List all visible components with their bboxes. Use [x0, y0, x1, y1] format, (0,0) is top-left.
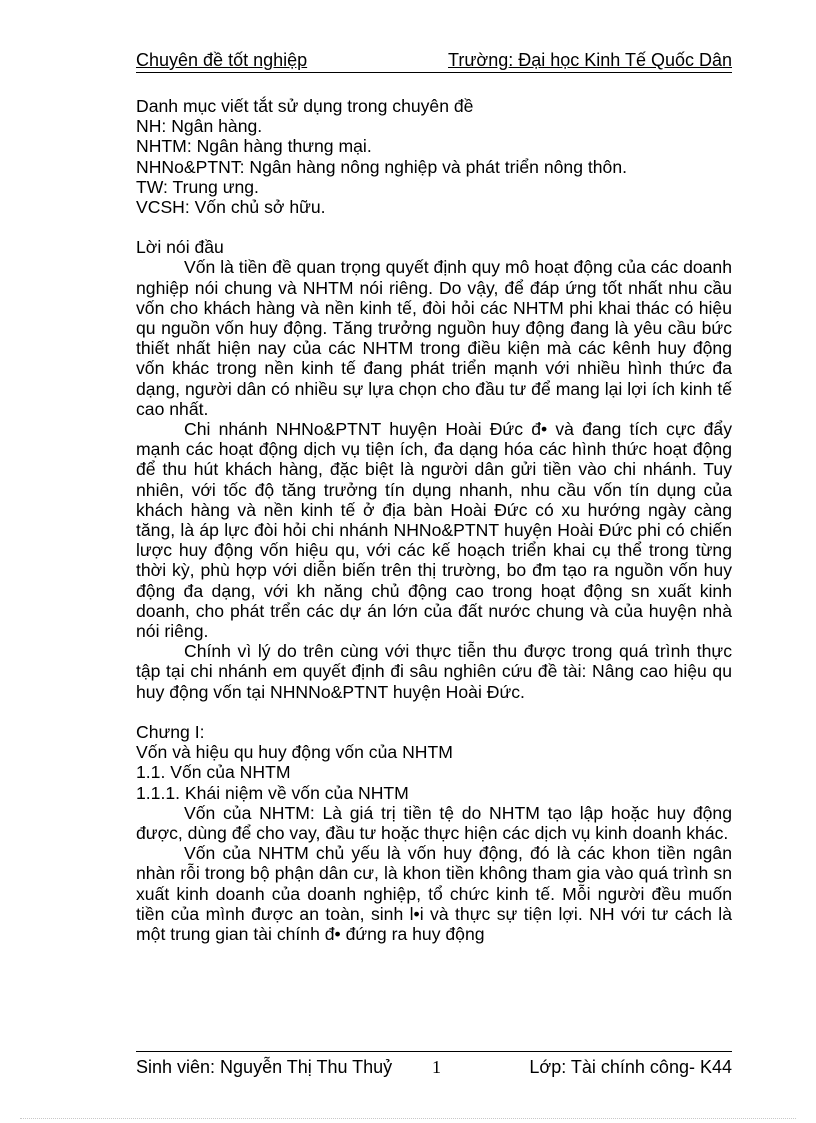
- chapter-title: Vốn và hiệu qu huy động vốn của NHTM: [136, 742, 453, 763]
- header-left-title: Chuyên đề tốt nghiệp: [136, 50, 308, 70]
- subsection-heading: 1.1.1. Khái niệm về vốn của NHTM: [136, 782, 409, 803]
- abbreviation-item: NH: Ngân hàng.: [136, 116, 263, 137]
- preface-title: Lời nói đầu: [136, 237, 224, 258]
- abbreviations-title: Danh mục viết tắt sử dụng trong chuyên đề: [136, 96, 474, 116]
- page-footer: [136, 1051, 732, 1078]
- abbreviation-item: VCSH: Vốn chủ sở hữu.: [136, 197, 326, 218]
- abbreviation-item: TW: Trung ưng.: [136, 176, 259, 197]
- chapter-section: [136, 722, 732, 944]
- preface-paragraph: Vốn là tiền đề quan trọng quyết định quy mô hoạt động của các doanh nghiệp nói chung và NHTM nói riêng. Do vậy, để đáp ứng tốt nhất nhu cầu vốn cho khách hàng và nền kinh tế, đòi hỏi các NHTM phi khai thác có hiệu qu nguồn vốn huy động. Tăng trưởng nguồn huy động đang là yêu cầu bức thiết nhất hiện nay của các NHTM trong điều kiện mà các kênh huy động vốn khác trong nền kinh tế đang phát triển mạnh với nhiều hình thức đa dạng, người dân có nhiều sự lựa chọn cho đầu tư để mang lại lợi ích kinh tế cao nhất.: [136, 257, 732, 419]
- page-bottom-divider: [20, 1118, 796, 1119]
- abbreviation-item: NHNo&PTNT: Ngân hàng nông nghiệp và phát triển nông thôn.: [136, 156, 627, 177]
- preface-section: [136, 237, 732, 702]
- page-number: 1: [432, 1057, 441, 1077]
- header-right-school: Trường: Đại học Kinh Tế Quốc Dân: [448, 50, 732, 70]
- chapter-paragraph: Vốn của NHTM chủ yếu là vốn huy động, đó là các khon tiền ngân nhàn rỗi trong bộ phận dân cư, là khon tiền không tham gia vào quá trình sn xuất kinh doanh của doanh nghiệp, tổ chức kinh tế. Mỗi người đều muốn tiền của mình được an toàn, sinh l•i và thực sự tiện lợi. NH với tư cách là một trung gian tài chính đ• đứng ra huy động: [136, 843, 732, 944]
- page-header: [136, 48, 732, 73]
- abbreviations-section: [136, 96, 732, 217]
- abbreviation-item: NHTM: Ngân hàng thưng mại.: [136, 136, 372, 157]
- preface-paragraph: Chi nhánh NHNo&PTNT huyện Hoài Đức đ• và đang tích cực đẩy mạnh các hoạt động dịch vụ tiện ích, đa dạng hóa các hình thức hoạt động để thu hút khách hàng, đặc biệt là người dân gửi tiền vào chi nhánh. Tuy nhiên, với tốc độ tăng trưởng tín dụng nhanh, nhu cầu vốn tín dụng của khách hàng và nền kinh tế ở địa bàn Hoài Đức có xu hướng ngày càng tăng, là áp lực đòi hỏi chi nhánh NHNo&PTNT huyện Hoài Đức phi có chiến lược huy động vốn hiệu qu, với các kế hoạch triển khai cụ thể trong từng thời kỳ, phù hợp với diễn biến trên thị trường, bo đm tạo ra nguồn vốn huy động đa dạng, với kh năng chủ động cao trong hoạt động sn xuất kinh doanh, cho phát trển các dự án lớn của đất nước chung và của huyện nhà nói riêng.: [136, 419, 732, 642]
- section-heading: 1.1. Vốn của NHTM: [136, 762, 291, 783]
- chapter-label: Chưng I:: [136, 721, 205, 742]
- chapter-paragraph: Vốn của NHTM: Là giá trị tiền tệ do NHTM tạo lập hoặc huy động được, dùng để cho vay, đầu tư hoặc thực hiện các dịch vụ kinh doanh khác.: [136, 802, 732, 843]
- preface-paragraph: Chính vì lý do trên cùng với thực tiễn thu được trong quá trình thực tập tại chi nhánh em quyết định đi sâu nghiên cứu đề tài: Nâng cao hiệu qu huy động vốn tại NHNNo&PTNT huyện Hoài Đức.: [136, 641, 732, 702]
- footer-student-name: Sinh viên: Nguyễn Thị Thu Thuỷ: [136, 1057, 393, 1077]
- footer-class: Lớp: Tài chính công- K44: [529, 1057, 732, 1077]
- page-body: [136, 96, 732, 944]
